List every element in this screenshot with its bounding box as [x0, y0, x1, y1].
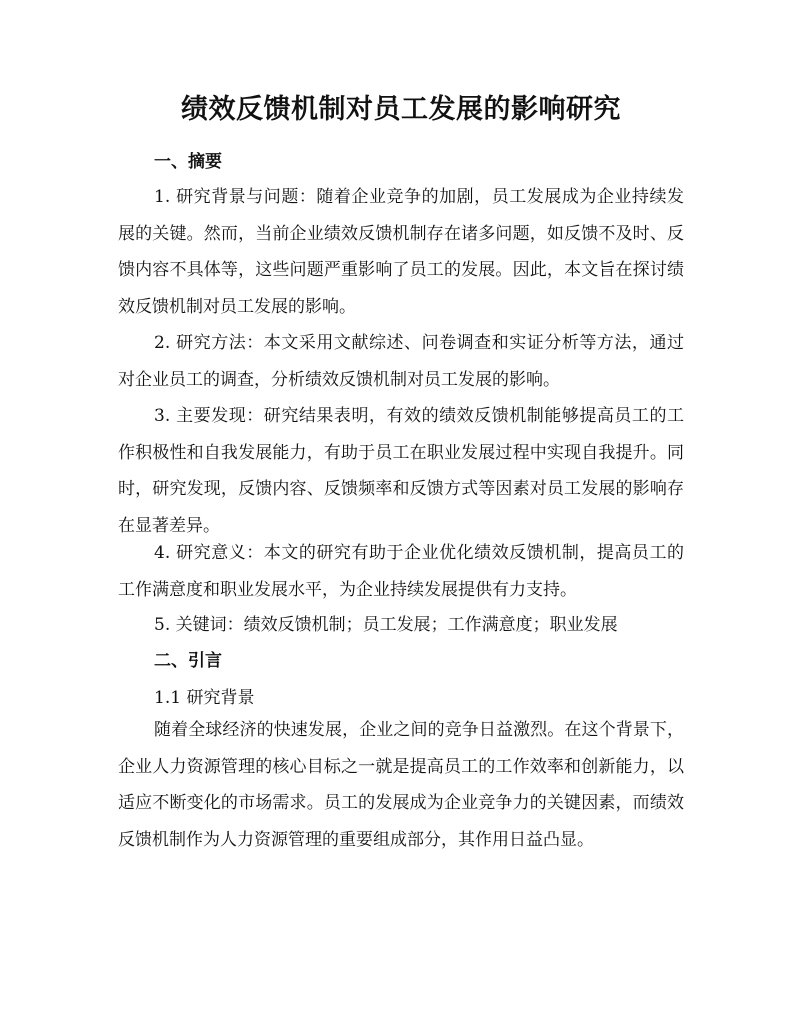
abstract-paragraph-4: 4. 研究意义：本文的研究有助于企业优化绩效反馈机制，提高员工的工作满意度和职业发展水平，为企业持续发展提供有力支持。: [118, 543, 684, 600]
section-heading-abstract: 一、摘要: [154, 152, 222, 172]
section-heading-introduction: 二、引言: [154, 651, 222, 671]
abstract-paragraph-5: 5. 关键词：绩效反馈机制；员工发展；工作满意度；职业发展: [154, 615, 618, 635]
abstract-paragraph-3: 3. 主要发现：研究结果表明，有效的绩效反馈机制能够提高员工的工作积极性和自我发展能力，有助于员工在职业发展过程中实现自我提升。同时，研究发现，反馈内容、反馈频率和反馈方式等因素对员工发展的影响存在显著差异。: [118, 406, 684, 536]
document-page: [118, 0, 684, 1035]
abstract-paragraph-2: 2. 研究方法：本文采用文献综述、问卷调查和实证分析等方法，通过对企业员工的调查，分析绩效反馈机制对员工发展的影响。: [118, 333, 684, 390]
introduction-paragraph-1: 随着全球经济的快速发展，企业之间的竞争日益激烈。在这个背景下，企业人力资源管理的核心目标之一就是提高员工的工作效率和创新能力，以适应不断变化的市场需求。员工的发展成为企业竞争力的关键因素，而绩效反馈机制作为人力资源管理的重要组成部分，其作用日益凸显。: [118, 720, 684, 850]
abstract-paragraph-1: 1. 研究背景与问题：随着企业竞争的加剧，员工发展成为企业持续发展的关键。然而，当前企业绩效反馈机制存在诸多问题，如反馈不及时、反馈内容不具体等，这些问题严重影响了员工的发展。因此，本文旨在探讨绩效反馈机制对员工发展的影响。: [118, 187, 684, 317]
document-title: 绩效反馈机制对员工发展的影响研究: [181, 94, 621, 125]
subsection-heading-background: 1.1 研究背景: [154, 688, 255, 708]
